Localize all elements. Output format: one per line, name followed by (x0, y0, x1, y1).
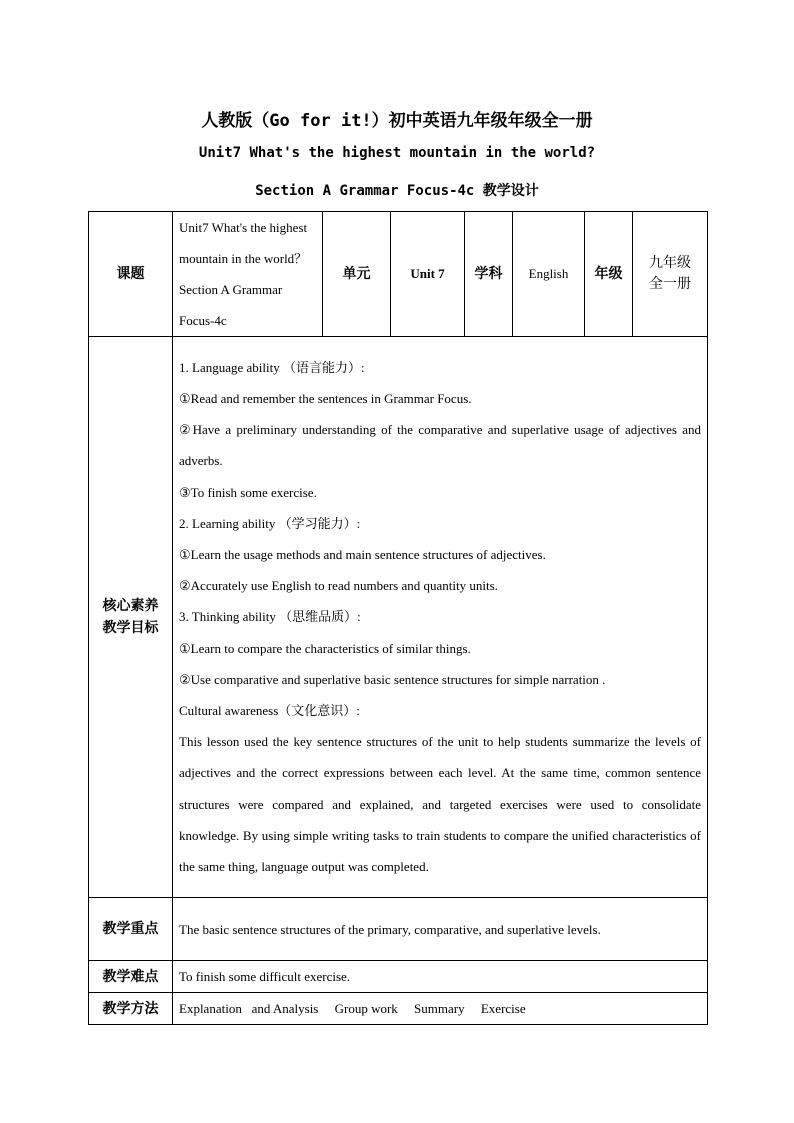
objective-line: ③To finish some exercise. (179, 484, 317, 500)
methods-label: 教学方法 (89, 993, 173, 1025)
subject-value: English (513, 212, 585, 337)
unit-value: Unit 7 (391, 212, 465, 337)
subject-label: 学科 (465, 212, 513, 337)
difficulty-row (89, 961, 708, 993)
objectives-label-line2: 教学目标 (102, 620, 159, 636)
objective-line: 2. Learning ability （学习能力）: (179, 515, 361, 531)
unit-label: 单元 (323, 212, 391, 337)
grade-label: 年级 (585, 212, 633, 337)
document-subtitle-unit: Unit7 What's the highest mountain in the world? (198, 145, 596, 161)
focus-row (89, 898, 708, 961)
objectives-content (173, 337, 708, 898)
objective-line: ②Accurately use English to read numbers and quantity units. (179, 578, 498, 594)
cultural-awareness-paragraph: This lesson used the key sentence structures of the unit to help students summarize the levels of adjectives and the correct expressions between each level. At the same time, common sentence structures were compared and explained, and targeted exercises were used to consolidate knowledge. By using simple writing tasks to train students to compare the unified characteristics of the same thing, language output was completed. (179, 734, 701, 875)
topic-value: Unit7 What's the highest mountain in the world？ Section A Grammar Focus-4c (173, 212, 323, 337)
focus-value: The basic sentence structures of the primary, comparative, and superlative levels. (173, 898, 708, 961)
grade-value (633, 212, 708, 337)
objectives-row (89, 337, 708, 898)
objective-line: ②Have a preliminary understanding of the comparative and superlative usage of adjectives and adverbs. (179, 422, 701, 469)
document-title: 人教版（Go for it!）初中英语九年级年级全一册 (201, 111, 593, 131)
topic-label: 课题 (89, 212, 173, 337)
focus-label: 教学重点 (89, 898, 173, 961)
grade-value-line2: 全一册 (649, 276, 691, 292)
objectives-label (89, 337, 173, 898)
objective-line: ①Learn the usage methods and main sentence structures of adjectives. (179, 546, 546, 562)
difficulty-value: To finish some difficult exercise. (173, 961, 708, 993)
objective-line: ①Read and remember the sentences in Grammar Focus. (179, 390, 472, 406)
header-row (89, 212, 708, 337)
difficulty-label: 教学难点 (89, 961, 173, 993)
methods-value: Explanation and Analysis Group work Summary Exercise (173, 993, 708, 1025)
grade-value-line1: 九年级 (649, 255, 691, 271)
objective-line: ①Learn to compare the characteristics of similar things. (179, 640, 471, 656)
objectives-label-line1: 核心素养 (102, 598, 159, 614)
objective-line: Cultural awareness（文化意识）: (179, 703, 360, 718)
lesson-plan-table (88, 211, 708, 1025)
methods-row (89, 993, 708, 1025)
objective-line: 1. Language ability （语言能力）: (179, 359, 365, 375)
objective-line: ②Use comparative and superlative basic sentence structures for simple narration . (179, 671, 606, 687)
objective-line: 3. Thinking ability （思维品质）: (179, 609, 361, 625)
document-subtitle-section: Section A Grammar Focus-4c 教学设计 (255, 183, 539, 199)
